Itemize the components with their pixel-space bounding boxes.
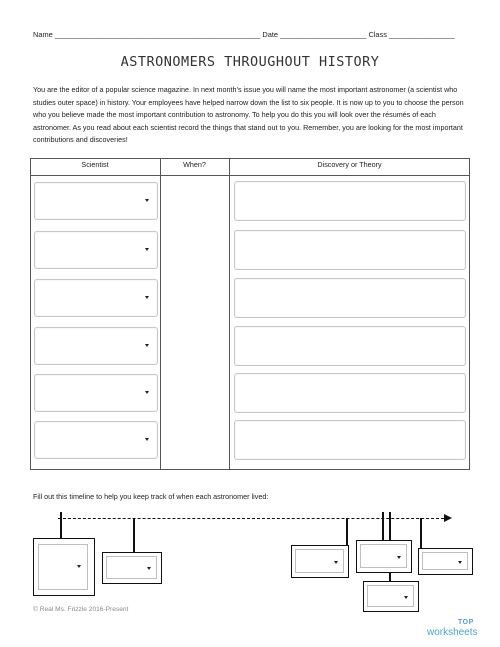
timeline-dropdown[interactable]: [106, 556, 157, 579]
timeline-instruction: Fill out this timeline to help you keep track of when each astronomer lived:: [33, 492, 269, 501]
timeline-box: [291, 545, 349, 578]
name-field[interactable]: __________________________________________________: [54, 30, 261, 39]
chevron-down-icon: [145, 248, 149, 251]
discovery-field[interactable]: [234, 373, 466, 413]
chevron-down-icon: [145, 199, 149, 202]
chevron-down-icon: [404, 596, 408, 599]
table-divider: [229, 158, 230, 470]
timeline-tick: [346, 518, 348, 546]
header-line: [33, 30, 455, 39]
table-divider: [160, 158, 161, 470]
timeline-dropdown[interactable]: [360, 544, 407, 568]
header-scientist: Scientist: [81, 160, 109, 169]
chevron-down-icon: [147, 567, 151, 570]
discovery-field[interactable]: [234, 326, 466, 366]
timeline-dropdown[interactable]: [367, 585, 414, 607]
logo-top-text: TOP: [458, 619, 474, 626]
timeline-tick: [133, 518, 135, 552]
chevron-down-icon: [334, 561, 338, 564]
date-label: Date: [262, 30, 278, 39]
class-label: Class: [368, 30, 387, 39]
chevron-down-icon: [145, 438, 149, 441]
chevron-down-icon: [77, 565, 81, 568]
chevron-down-icon: [458, 561, 462, 564]
scientist-dropdown[interactable]: [34, 421, 158, 459]
timeline-tick: [420, 518, 422, 548]
chevron-down-icon: [145, 296, 149, 299]
chevron-down-icon: [145, 391, 149, 394]
scientist-dropdown[interactable]: [34, 182, 158, 220]
header-when: When?: [183, 160, 206, 169]
timeline-box: [356, 540, 412, 573]
name-label: Name: [33, 30, 53, 39]
timeline-box: [33, 538, 95, 596]
timeline-tick: [60, 512, 62, 538]
timeline-line: [58, 518, 444, 519]
date-field[interactable]: _____________________: [280, 30, 367, 39]
scientist-dropdown[interactable]: [34, 231, 158, 269]
timeline-box: [102, 552, 162, 584]
discovery-field[interactable]: [234, 420, 466, 460]
scientist-dropdown[interactable]: [34, 374, 158, 412]
discovery-field[interactable]: [234, 278, 466, 318]
timeline-dropdown[interactable]: [38, 544, 88, 590]
timeline-box: [363, 581, 419, 612]
scientist-dropdown[interactable]: [34, 279, 158, 317]
header-discovery: Discovery or Theory: [317, 160, 382, 169]
timeline-arrow-icon: [444, 514, 452, 522]
discovery-field[interactable]: [234, 181, 466, 221]
table-header-divider: [30, 175, 470, 176]
page-title: ASTRONOMERS THROUGHOUT HISTORY: [120, 54, 380, 70]
timeline-tick: [382, 512, 384, 540]
discovery-field[interactable]: [234, 230, 466, 270]
class-field[interactable]: ________________: [389, 30, 455, 39]
chevron-down-icon: [145, 344, 149, 347]
timeline-dropdown[interactable]: [295, 549, 344, 573]
chevron-down-icon: [397, 556, 401, 559]
timeline-dropdown[interactable]: [422, 552, 468, 570]
scientist-dropdown[interactable]: [34, 327, 158, 365]
intro-paragraph: You are the editor of a popular science magazine. In next month’s issue you will name the most important astronomer (a scientist who studies outer space) in history. Your employees have helped narrow down the list to six people. It is now up to you to choose the person who you believe made the most important contribution to astronomy. To help you do this you will look over the résumés of each astronomer. As you read about each scientist record the things that stand out to you. Remember, you are looking for the most important contributions and discoveries!: [33, 85, 464, 145]
copyright: © Real Ms. Frizzle 2016-Present: [33, 606, 129, 613]
logo-worksheets-text: worksheets: [427, 627, 478, 638]
timeline-box: [418, 548, 473, 575]
